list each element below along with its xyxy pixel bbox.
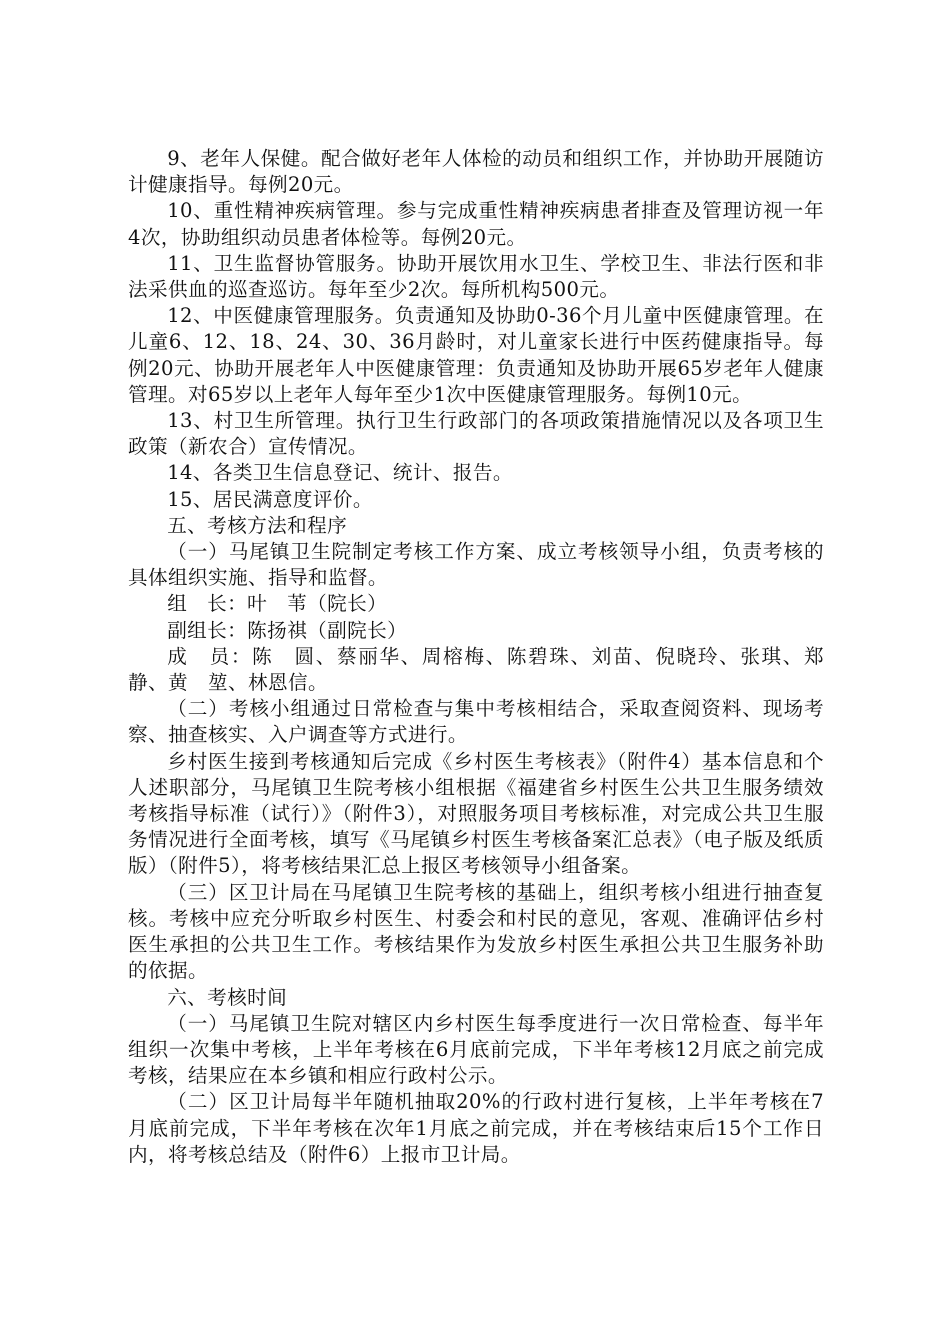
paragraph-section5-item2: （二）考核小组通过日常检查与集中考核相结合，采取查阅资料、现场考察、抽查核实、入户调查等方式进行。 bbox=[128, 697, 824, 747]
paragraph-section5-detail: 乡村医生接到考核通知后完成《乡村医生考核表》（附件4）基本信息和个人述职部分，马尾镇卫生院考核小组根据《福建省乡村医生公共卫生服务绩效考核指导标准（试行）》（附件3），对照服务项目考核标准，对完成公共卫生服务情况进行全面考核，填写《马尾镇乡村医生考核备案汇总表》（电子版及纸质版）（附件5），将考核结果汇总上报区考核领导小组备案。 bbox=[128, 749, 824, 878]
section-heading-six: 六、考核时间 bbox=[167, 985, 288, 1009]
paragraph-item-12: 12、中医健康管理服务。负责通知及协助0-36个月儿童中医健康管理。在儿童6、12、18、24、30、36月龄时，对儿童家长进行中医药健康指导。每例20元、协助开展老年人中医健康管理：负责通知及协助开展65岁老年人健康管理。对65岁以上老年人每年至少1次中医健康管理服务。每例10元。 bbox=[128, 304, 824, 406]
section-heading-five: 五、考核方法和程序 bbox=[167, 513, 348, 537]
paragraph-item-9: 9、老年人保健。配合做好老年人体检的动员和组织工作，并协助开展随访计健康指导。每例20元。 bbox=[128, 147, 824, 197]
paragraph-section6-item1: （一）马尾镇卫生院对辖区内乡村医生每季度进行一次日常检查、每半年组织一次集中考核，上半年考核在6月底前完成，下半年考核12月底之前完成考核，结果应在本乡镇和相应行政村公示。 bbox=[128, 1011, 824, 1088]
paragraph-item-14: 14、各类卫生信息登记、统计、报告。 bbox=[167, 461, 513, 485]
paragraph-section5-item3: （三）区卫计局在马尾镇卫生院考核的基础上，组织考核小组进行抽查复核。考核中应充分听取乡村医生、村委会和村民的意见，客观、准确评估乡村医生承担的公共卫生工作。考核结果作为发放乡村医生承担公共卫生服务补助的依据。 bbox=[128, 880, 824, 983]
paragraph-item-10: 10、重性精神疾病管理。参与完成重性精神疾病患者排查及管理访视一年4次，协助组织动员患者体检等。每例20元。 bbox=[128, 199, 824, 249]
deputy-leader-line: 副组长：陈扬祺（副院长） bbox=[167, 618, 408, 642]
paragraph-item-13: 13、村卫生所管理。执行卫生行政部门的各项政策措施情况以及各项卫生政策（新农合）宣传情况。 bbox=[128, 409, 824, 459]
paragraph-section6-item2: （二）区卫计局每半年随机抽取20%的行政村进行复核，上半年考核在7月底前完成，下半年考核在次年1月底之前完成，并在考核结束后15个工作日内，将考核总结及（附件6）上报市卫计局。 bbox=[128, 1090, 824, 1166]
paragraph-item-15: 15、居民满意度评价。 bbox=[167, 487, 373, 511]
document-body bbox=[128, 146, 844, 1168]
paragraph-section5-item1: （一）马尾镇卫生院制定考核工作方案、成立考核领导小组，负责考核的具体组织实施、指导和监督。 bbox=[128, 540, 824, 590]
paragraph-item-11: 11、卫生监督协管服务。协助开展饮用水卫生、学校卫生、非法行医和非法采供血的巡查巡访。每年至少2次。每所机构500元。 bbox=[128, 251, 824, 302]
team-leader-line: 组 长：叶 苇（院长） bbox=[167, 592, 388, 616]
team-members-line: 成 员：陈 圆、蔡丽华、周榕梅、陈碧珠、刘苗、倪晓玲、张琪、郑 静、黄 堃、林恩信。 bbox=[128, 644, 844, 695]
